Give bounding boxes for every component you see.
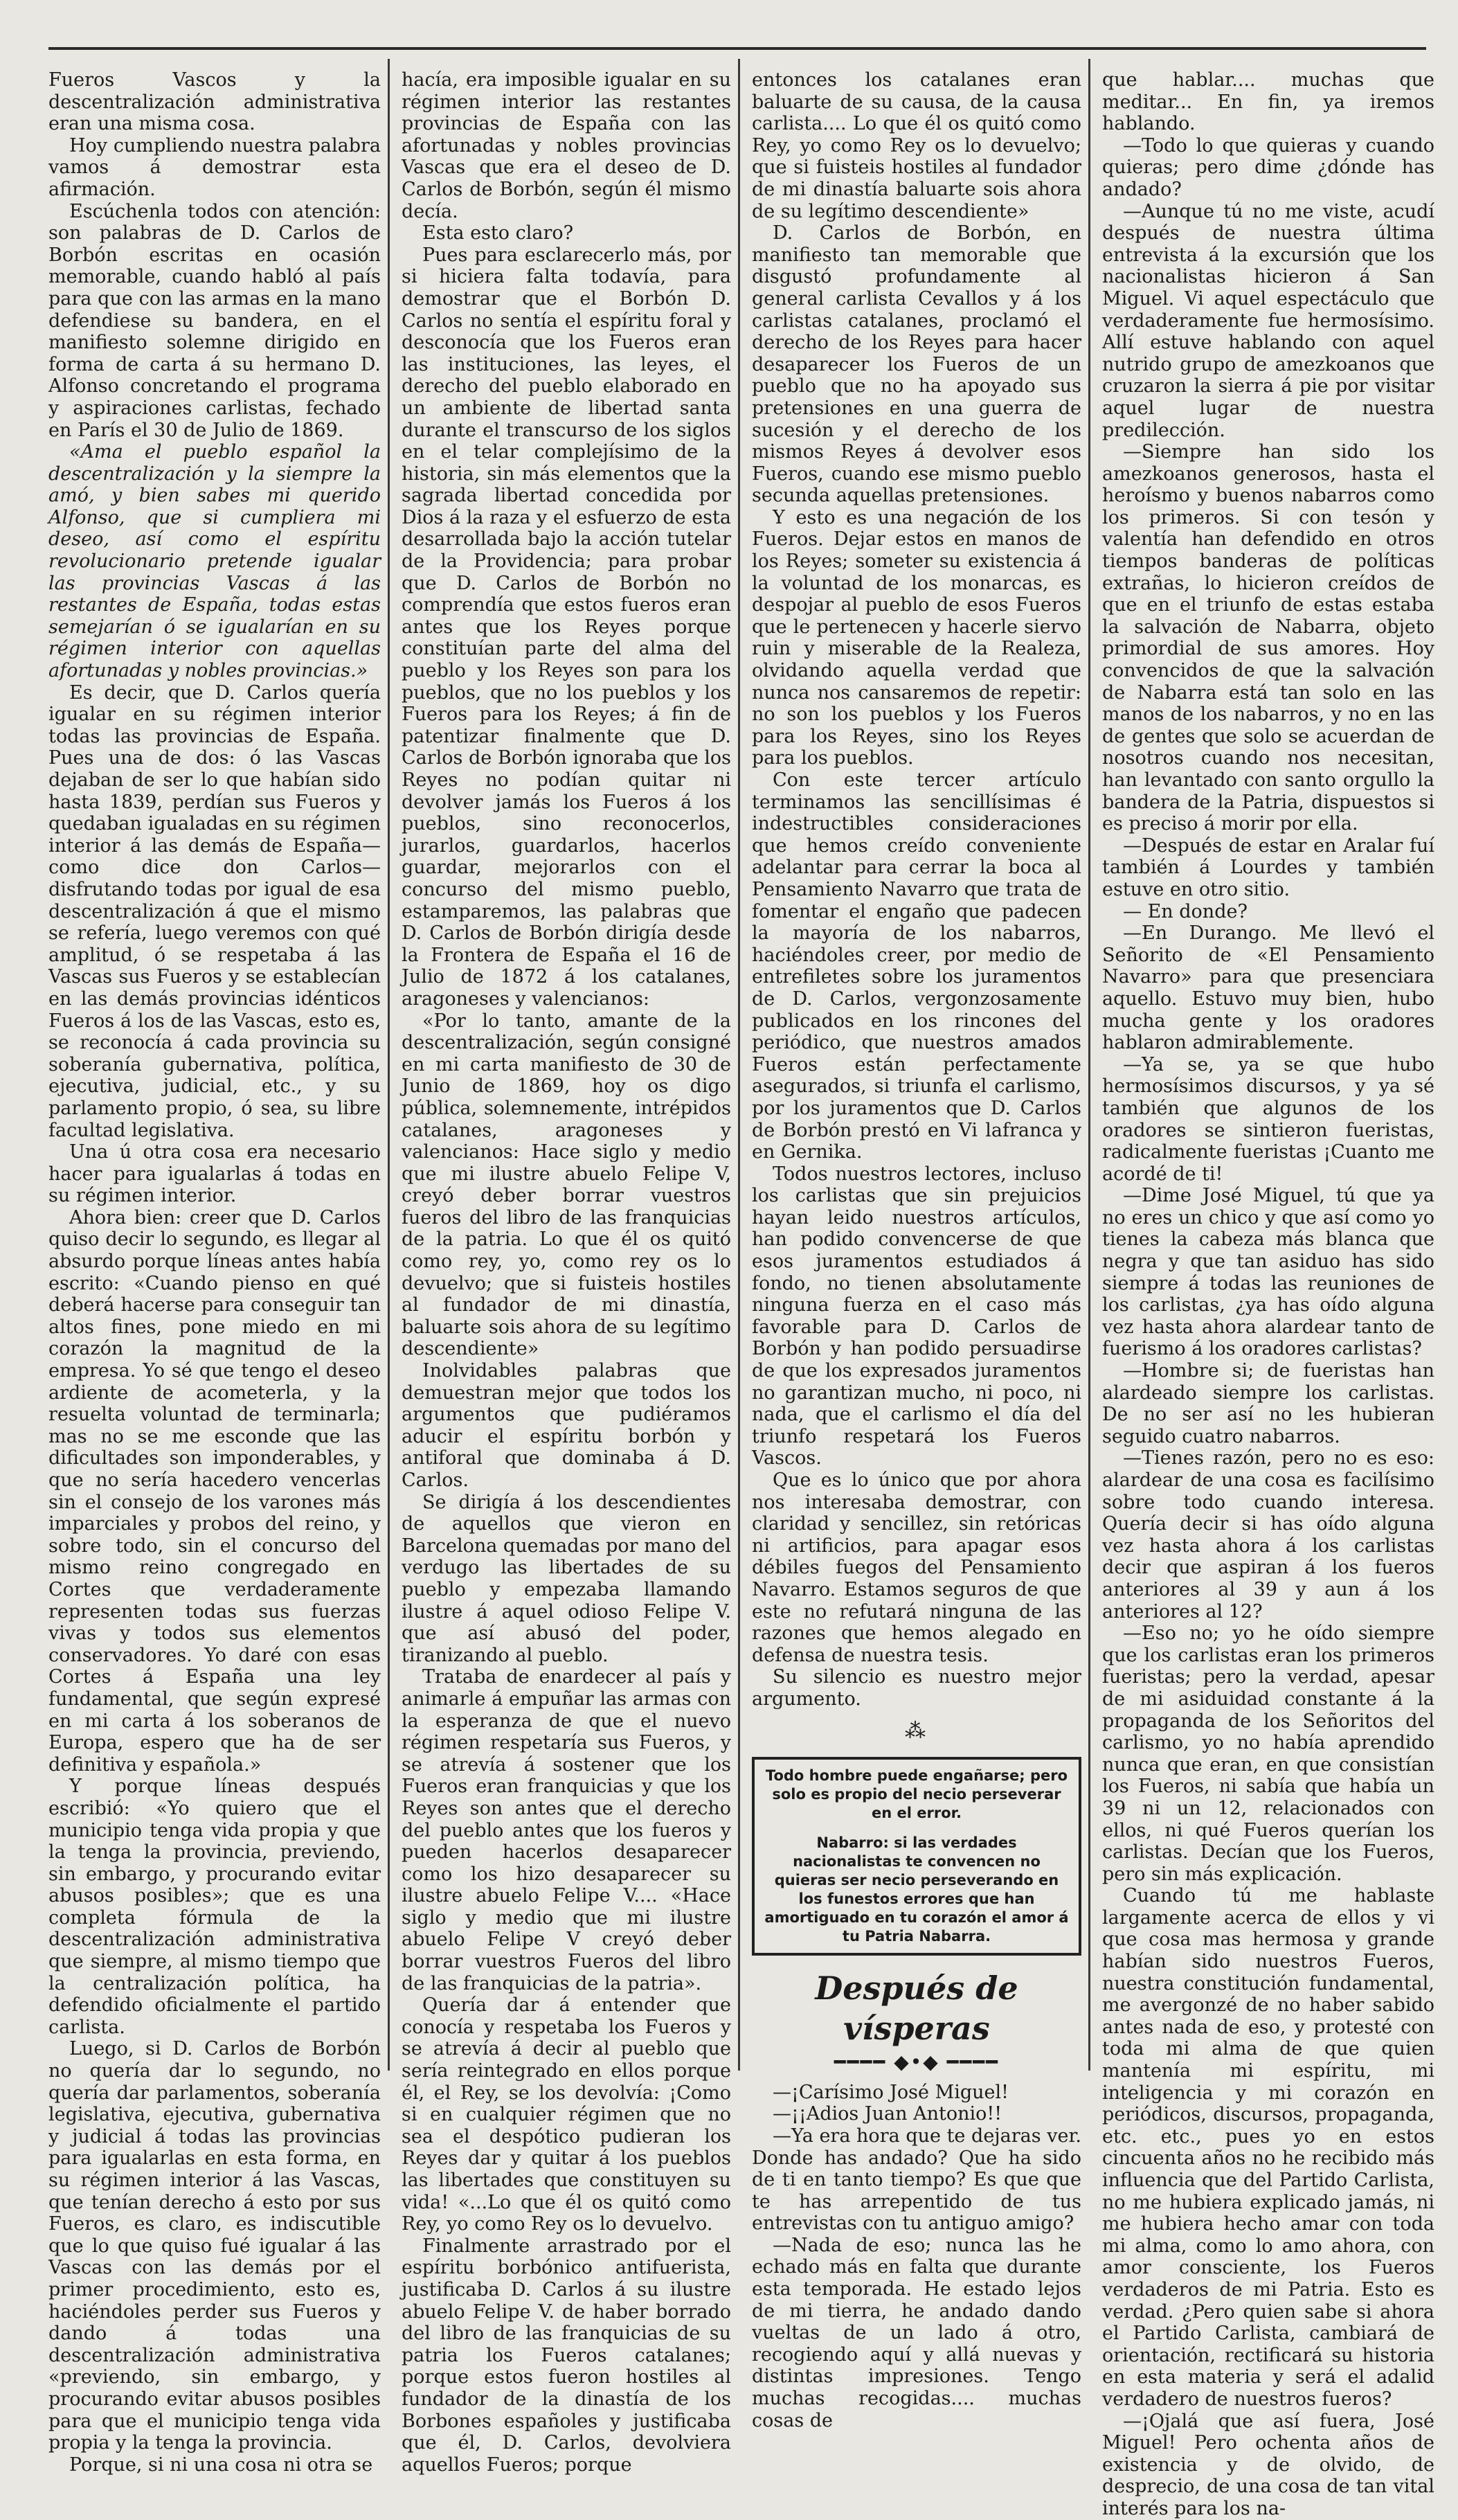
- paragraph: «Ama el pueblo español la descentralización y la siempre la amó, y bien sabes mi querido Alfonso, que si cumpliera mi deseo, así como el espíritu revolucionario pretende igualar las provincias Vascas á las restantes de España, todas estas semejarían ó se igualarían en su régimen interior con aquellas afortunadas y nobles provincias.»: [48, 441, 381, 682]
- paragraph: Con este tercer artículo terminamos las sencillísimas é indestructibles consideraciones que hemos creído conveniente adelantar para cerrar la boca al Pensamiento Navarro que trata de fomentar el engaño que padecen la mayoría de los nabarros, haciéndoles creer, por medio de entrefiletes sobre los juramentos de D. Carlos, vergonzosamente publicados en los rincones del periódico, que nuestros amados Fueros están perfectamente asegurados, si triunfa el carlismo, por los juramentos que D. Carlos de Borbón prestó en Vi lafranca y en Gernika.: [752, 769, 1081, 1163]
- paragraph: —Dime José Miguel, tú que ya no eres un chico y que así como yo tienes la cabeza más blanca que negra y que tan asiduo has sido siempre á todas las reuniones de los carlistas, ¿ya has oído alguna vez hasta ahora alardear tanto de fuerismo á los oradores carlistas?: [1102, 1185, 1434, 1360]
- paragraph: Finalmente arrastrado por el espíritu borbónico antifuerista, justificaba D. Carlos á su ilustre abuelo Felipe V. de haber borrado del libro de las franquicias de su patria los Fueros catalanes; porque estos fueron hostiles al fundador de la dinastía de los Borbones españoles y justificaba que él, D. Carlos, devolviera aquellos Fueros; porque: [402, 2235, 731, 2476]
- column-4: [1102, 69, 1434, 2519]
- paragraph: Luego, si D. Carlos de Borbón no quería dar lo segundo, no quería dar parlamentos, soberanía legislativa, ejecutiva, gubernativa y judicial á todas las provincias para igualarlas en esta forma, en su régimen interior á las Vascas, que tenían derecho á esto por sus Fueros, es claro, es indiscutible que lo que quiso fué igualar á las Vascas con las demás por el primer procedimiento, esto es, haciéndoles perder sus Fueros y dando á todas una descentralización administrativa «previendo, sin embargo, y procurando evitar abusos posibles para que el municipio tenga vida propia y la tenga la provincia.: [48, 2038, 381, 2454]
- paragraph: Y porque líneas después escribió: «Yo quiero que el municipio tenga vida propia y que la tenga la provincia, previendo, sin embargo, y procurando evitar abusos posibles»; que es una completa fórmula de la descentralización administrativa que siempre, al mismo tiempo que la centralización política, ha defendido oficialmente el partido carlista.: [48, 1776, 381, 2038]
- paragraph: Cuando tú me hablaste largamente acerca de ellos y vi que cosa mas hermosa y grande habían sido nuestros Fueros, nuestra constitución fundamental, me avergonzé de no haber sabido antes nada de eso, y protesté con toda mi alma de que quien mantenía mi espíritu, mi inteligencia y mi corazón en periódicos, discursos, propaganda, etc. etc., pues yo en estos cincuenta años no he recibido más influencia que del Partido Carlista, no me hubiera explicado jamás, ni me hubiera hecho amar con toda mi alma, como lo amo ahora, con amor consciente, los Fueros verdaderos de mi Patria. Esto es verdad. ¿Pero quien sabe si ahora el Partido Carlista, cambiará de orientación, rectificará su historia en esta materia y será el adalid verdadero de nuestros fueros?: [1102, 1885, 1434, 2410]
- paragraph: —Ya era hora que te dejaras ver. Donde has andado? Que ha sido de ti en tanto tiempo? Es que que te has arrepentido de tus entrevistas con tu antiguo amigo?: [752, 2125, 1081, 2235]
- column-divider: [1088, 59, 1090, 2071]
- column-divider: [738, 59, 740, 2071]
- section-separator-stars: ⁂: [905, 1718, 928, 1743]
- paragraph: Pues para esclarecerlo más, por si hiciera falta todavía, para demostrar que el Borbón D. Carlos no sentía el espíritu foral y desconocía que los Fueros eran las instituciones, las leyes, el derecho del pueblo elaborado en un ambiente de libertad santa durante el transcurso de los siglos en el telar complejísimo de la historia, sin más elementos que la sagrada libertad concedida por Dios á la raza y el esfuerzo de esta desarrollada bajo la acción tutelar de la Providencia; para probar que D. Carlos de Borbón no comprendía que estos fueros eran antes que los Reyes porque constituían parte del alma del pueblo y los Reyes son para los pueblos, que no los pueblos y los Fueros para los Reyes; á fin de patentizar finalmente que D. Carlos de Borbón ignoraba que los Reyes no podían quitar ni devolver jamás los Fueros á los pueblos, sino reconocerlos, jurarlos, guardarlos, hacerlos guardar, mejorarlos con el concurso del mismo pueblo, estamparemos, las palabras que D. Carlos de Borbón dirigía desde la Frontera de España el 16 de Julio de 1872 á los catalanes, aragoneses y valencianos:: [402, 244, 731, 1010]
- top-rule: [48, 47, 1426, 50]
- paragraph: —Nada de eso; nunca las he echado más en falta que durante esta temporada. He estado lejos de mi tierra, he andado dando vueltas de un lado á otro, recogiendo aquí y allá nuevas y distintas impresiones. Tengo muchas recogidas.... muchas cosas de: [752, 2234, 1081, 2431]
- dialogue-start: [752, 2082, 1081, 2432]
- paragraph: Escúchenla todos con atención: son palabras de D. Carlos de Borbón escritas en ocasión memorable, cuando habló al país para que con las armas en la mano defendiese su bandera, en el manifiesto solemne dirigido en forma de carta á su hermano D. Alfonso concretando el programa y aspiraciones carlistas, fechado en París el 30 de Julio de 1869.: [48, 200, 381, 441]
- paragraph: Quería dar á entender que conocía y respetaba los Fueros y se atrevía á decir al pueblo que sería reintegrado en ellos porque él, el Rey, se los devolvía: ¡Como si en cualquier régimen que no sea el despótico pudieran los Reyes dar y quitar á los pueblos las libertades que constituyen su vida! «...Lo que él os quitó como Rey, yo como Rey os lo devuelvo.: [402, 1994, 731, 2235]
- paragraph: Es decir, que D. Carlos quería igualar en su régimen interior todas las provincias de España. Pues una de dos: ó las Vascas dejaban de ser lo que habían sido hasta 1839, perdían sus Fueros y quedaban igualadas en su régimen interior á las demás de España—como dice don Carlos—disfrutando todas por igual de esa descentralización á que el mismo se refería, luego veremos con qué amplitud, ó se respetaba á las Vascas sus Fueros y se establecían en las demás provincias idénticos Fueros á los de las Vascas, esto es, se reconocía á cada provincia su soberanía gubernativa, política, ejecutiva, judicial, etc., y su parlamento propio, ó sea, su libre facultad legislativa.: [48, 681, 381, 1141]
- paragraph: Inolvidables palabras que demuestran mejor que todos los argumentos que pudiéramos aducir el espíritu borbón y antiforal que dominaba á D. Carlos.: [402, 1360, 731, 1491]
- column-3: [752, 69, 1081, 2431]
- paragraph: —En Durango. Me llevó el Señorito de «El Pensamiento Navarro» para que presenciara aquello. Estuvo muy bien, hubo mucha gente y los oradores hablaron admirablemente.: [1102, 922, 1434, 1054]
- paragraph: —Ya se, ya se que hubo hermosísimos discursos, y ya sé también que algunos de los oradores se sintieron fueristas, radicalmente fueristas ¡Cuanto me acordé de ti!: [1102, 1053, 1434, 1185]
- paragraph: Esta esto claro?: [422, 222, 574, 244]
- paragraph: D. Carlos de Borbón, en manifiesto tan memorable que disgustó profundamente al general carlista Cevallos y á los carlistas catalanes, proclamó el derecho de los Reyes para hacer desaparecer los Fueros de un pueblo que no ha apoyado sus pretensiones en una guerra de sucesión y el derecho de los mismos Reyes á devolver esos Fueros, cuando ese mismo pueblo secunda aquellas pretensiones.: [752, 222, 1081, 507]
- column-divider: [388, 59, 390, 2071]
- maxim-line: Todo hombre puede engañarse; pero solo es propio del necio perseverar en el error.: [765, 1767, 1068, 1822]
- paragraph: — En donde?: [1123, 900, 1248, 922]
- paragraph: Una ú otra cosa era necesario hacer para igualarlas á todas en su régimen interior.: [48, 1141, 381, 1207]
- paragraph: Ahora bien: creer que D. Carlos quiso decir lo segundo, es llegar al absurdo porque líneas antes había escrito: «Cuando pienso en qué deberá hacerse para conseguir tan altos fines, pone miedo en mi corazón la magnitud de la empresa. Yo sé que tengo el deseo ardiente de acometerla, y la resuelta voluntad de terminarla; mas no se me esconde que las dificultades son imponderables, y que no sería hacedero vencerlas sin el consejo de los varones más imparciales y probos del reino, y sobre todo, sin el concurso del mismo reino congregado en Cortes que verdaderamente representen todas sus fuerzas vivas y todos sus elementos conservadores. Yo daré con esas Cortes á España una ley fundamental, que según expresé en mi carta á los soberanos de Europa, espero que ha de ser definitiva y española.»: [48, 1206, 381, 1776]
- column-2: [402, 69, 731, 2476]
- paragraph: Su silencio es nuestro mejor argumento.: [752, 1666, 1081, 1710]
- paragraph: —Siempre han sido los amezkoanos generosos, hasta el heroísmo y buenos nabarros como los primeros. Si con tesón y valentía han defendido en otros tiempos banderas de políticas extrañas, lo hicieron creídos de que en el triunfo de estas estaba la salvación de Nabarra, objeto primordial de sus amores. Hoy convencidos de que la salvación de Nabarra está tan solo en las manos de los nabarros, y no en las de gentes que solo se acuerdan de nosotros cuando nos necesitan, han levantado con santo orgullo la bandera de la Patria, dispuestos si es preciso á morir por ella.: [1102, 441, 1434, 835]
- paragraph: Porque, si ni una cosa ni otra se: [69, 2454, 373, 2476]
- headline-ornament: ━━━━ ◆•◆ ━━━━: [834, 2050, 1000, 2074]
- column-1: [48, 69, 381, 2476]
- paragraph: —Tienes razón, pero no es eso: alardear de una cosa es facilísimo sobre todo cuando interesa. Quería decir si has oído alguna vez hasta ahora á los carlistas decir que aspiran á los fueros anteriores al 39 y aun á los anteriores al 12?: [1102, 1447, 1434, 1623]
- paragraph: —Aunque tú no me viste, acudí después de nuestra última entrevista á la excursión que los nacionalistas hicieron á San Miguel. Vi aquel espectáculo que verdaderamente fue hermosísimo. Allí estuve hablando con aquel nutrido grupo de amezkoanos que cruzaron la sierra á pie por visitar aquel lugar de nuestra predilección.: [1102, 200, 1434, 441]
- paragraph: «Por lo tanto, amante de la descentralización, según consigné en mi carta manifiesto de 30 de Junio de 1869, hoy os digo pública, solemnemente, intrépidos catalanes, aragoneses y valencianos: Hace siglo y medio que mi ilustre abuelo Felipe V, creyó deber borrar vuestros fueros del libro de las franquicias de la patria. Lo que él os quitó como rey, yo, como rey os lo devuelvo; que si fuisteis hostiles al fundador de mi dinastía, baluarte sois ahora de su legítimo descendiente»: [402, 1010, 731, 1360]
- paragraph: Trataba de enardecer al país y animarle á empuñar las armas con la esperanza de que el nuevo régimen respetaría sus Fueros, y se atrevía á sostener que los Fueros eran franquicias y que los Reyes son antes que el derecho del pueblo antes que los fueros y pueden hacerlos desaparecer como los hizo desaparecer su ilustre abuelo Felipe V.... «Hace siglo y medio que mi ilustre abuelo Felipe V creyó deber borrar vuestros Fueros del libro de las franquicias de la patria».: [402, 1666, 731, 1994]
- paragraph: Que es lo único que por ahora nos interesaba demostrar, con claridad y sencillez, sin retóricas ni artificios, para apagar esos débiles fuegos del Pensamiento Navarro. Estamos seguros de que este no refutará ninguna de las razones que hemos alegado en defensa de nuestra tesis.: [752, 1469, 1081, 1666]
- paragraph: —Hombre si; de fueristas han alardeado siempre los carlistas. De no ser así no les hubieran seguido cuatro nabarros.: [1102, 1360, 1434, 1447]
- paragraph: Fueros Vascos y la descentralización administrativa eran una misma cosa.: [48, 69, 381, 135]
- article-headline: Después de vísperas: [815, 1969, 1018, 2048]
- paragraph: Y esto es una negación de los Fueros. Dejar estos en manos de los Reyes; someter su existencia á la voluntad de los monarcas, es despojar al pueblo de esos Fueros que le pertenecen y hacerle siervo ruin y miserable de la Realeza, olvidando aquella verdad que nunca nos cansaremos de repetir: no son los pueblos y los Fueros para los Reyes, sino los Reyes para los pueblos.: [752, 506, 1081, 769]
- paragraph: —¡Carísimo José Miguel!: [773, 2081, 1009, 2103]
- paragraph: Hoy cumpliendo nuestra palabra vamos á demostrar esta afirmación.: [48, 134, 381, 200]
- paragraph: —Todo lo que quieras y cuando quieras; pero dime ¿dónde has andado?: [1102, 134, 1434, 200]
- maxim-line: Nabarro: si las verdades nacionalistas te convencen no quieras ser necio perseverando en los funestos errores que han amortiguado en tu corazón el amor á tu Patria Nabarra.: [764, 1834, 1069, 1945]
- paragraph: —¡Ojalá que así fuera, José Miguel! Pero ochenta años de existencia y de olvido, de desprecio, de una cosa de tan vital interés para los na-: [1102, 2410, 1434, 2519]
- paragraph: Se dirigía á los descendientes de aquellos que vieron en Barcelona quemadas por mano del verdugo las libertades de su pueblo y empezaba llamando ilustre á aquel odioso Felipe V. que así abusó del poder, tiranizando al pueblo.: [402, 1491, 731, 1666]
- paragraph: hacía, era imposible igualar en su régimen interior las restantes provincias de España con las afortunadas y nobles provincias Vascas que era el deseo de D. Carlos de Borbón, según él mismo decía.: [402, 69, 731, 222]
- paragraph: —¡¡Adios Juan Antonio!!: [773, 2103, 1002, 2125]
- column-3-article: [752, 69, 1081, 1710]
- paragraph: —Eso no; yo he oído siempre que los carlistas eran los primeros fueristas; pero la verdad, apesar de mi asiduidad constante á la propaganda de los Señoritos del carlismo, yo no había aprendido nunca que eran, en que consistían los Fueros, ni sabía que había un 39 ni un 12, relacionados con ellos, ni qué Fueros querían los carlistas. Decían que los Fueros, pero sin más explicación.: [1102, 1623, 1434, 1885]
- paragraph: entonces los catalanes eran baluarte de su causa, de la causa carlista.... Lo que él os quitó como Rey, yo como Rey os lo devuelvo; que si fuisteis hostiles al fundador de mi dinastía baluarte sois ahora de su legítimo descendiente»: [752, 69, 1081, 222]
- paragraph: que hablar.... muchas que meditar... En fin, ya iremos hablando.: [1102, 69, 1434, 135]
- paragraph: —Después de estar en Aralar fuí también á Lourdes y también estuve en otro sitio.: [1102, 834, 1434, 900]
- paragraph: Todos nuestros lectores, incluso los carlistas que sin prejuicios hayan leido nuestros artículos, han podido convencerse de que esos juramentos estudiados á fondo, no tienen absolutamente ninguna fuerza en el caso más favorable para D. Carlos de Borbón y han podido persuadirse de que los expresados juramentos no garantizan mucho, ni poco, ni nada, que el carlismo el día del triunfo respetará los Fueros Vascos.: [752, 1163, 1081, 1469]
- boxed-maxim: [752, 1757, 1081, 1956]
